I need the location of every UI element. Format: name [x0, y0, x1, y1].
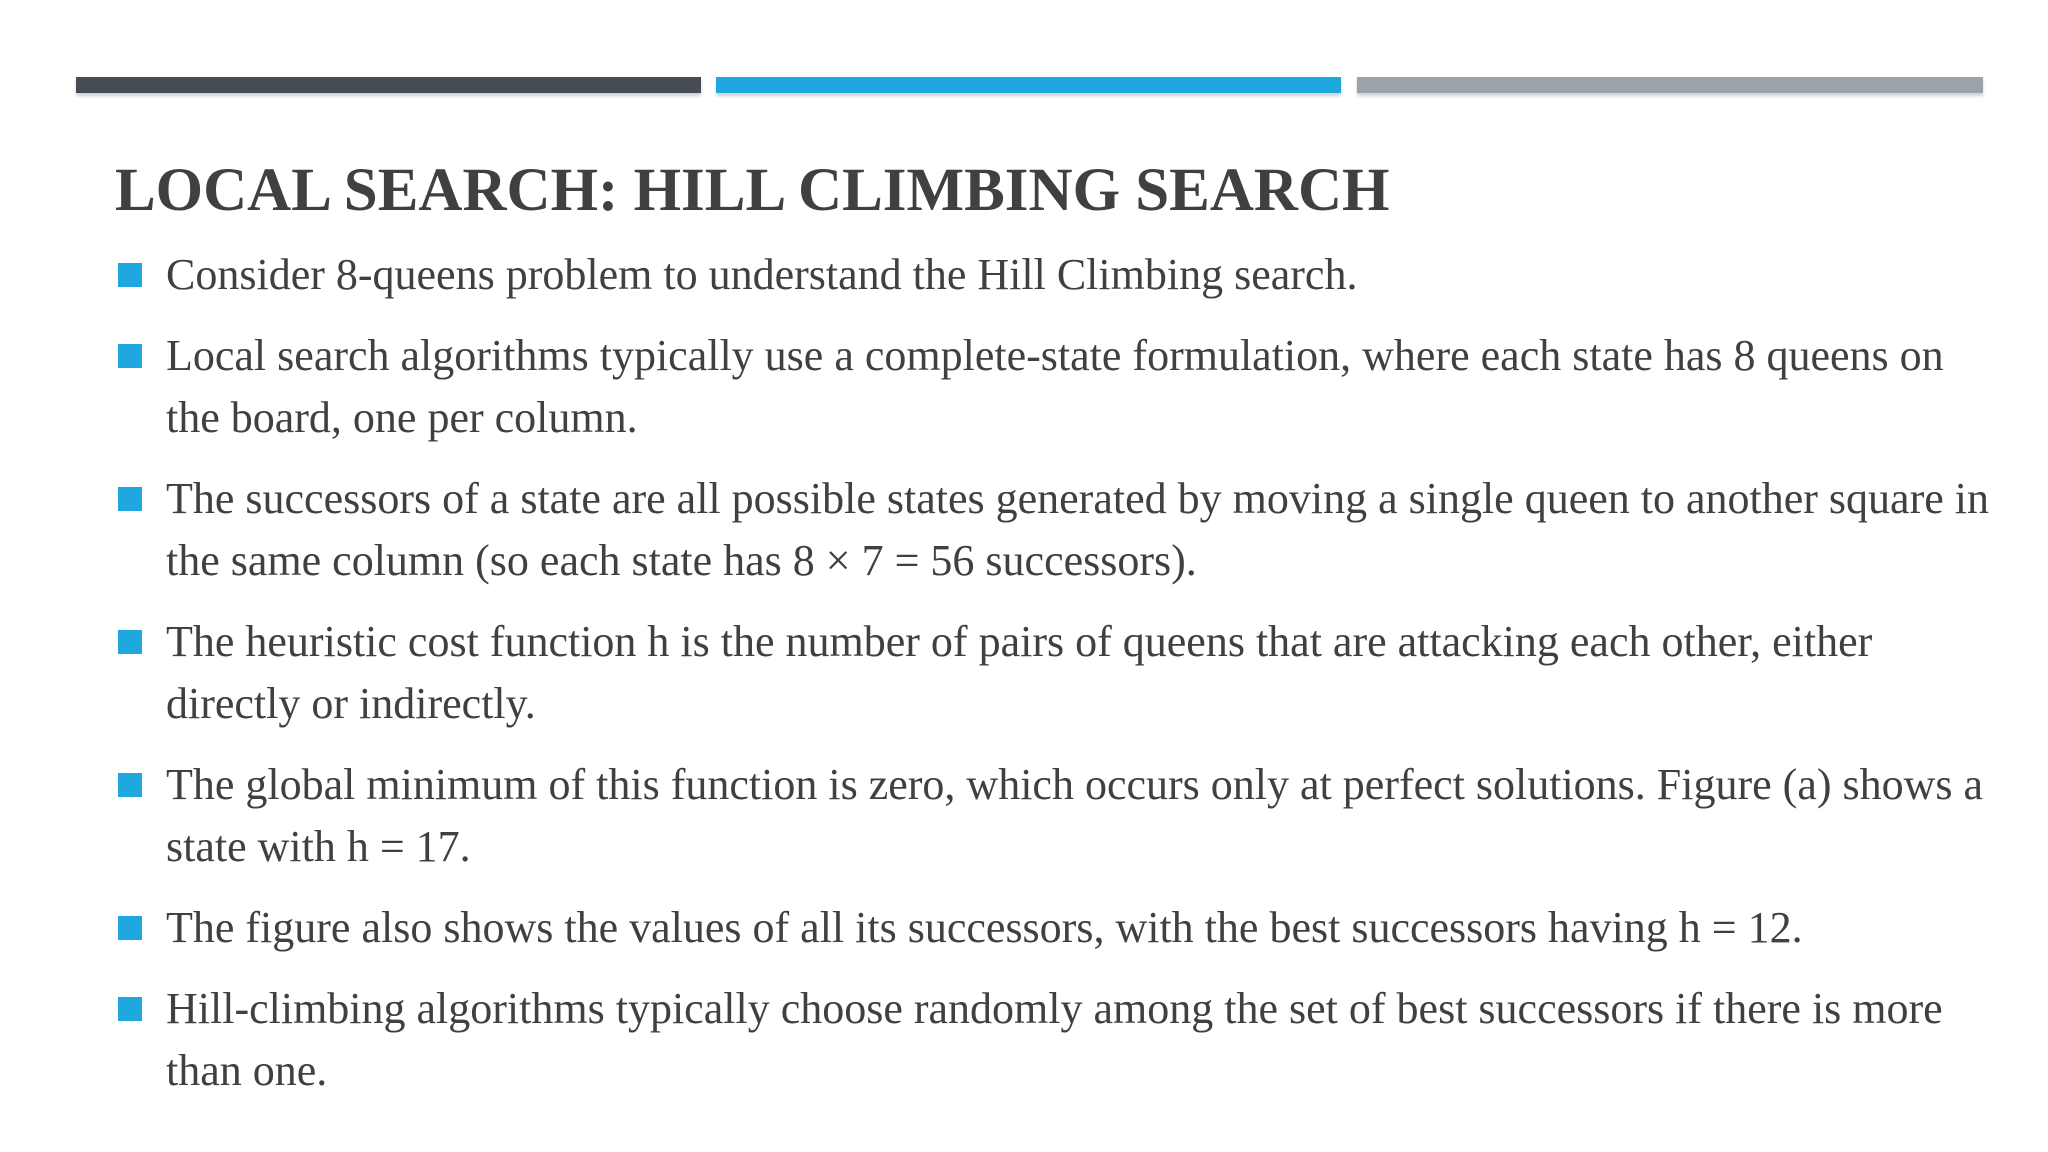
bullet-list — [118, 244, 1998, 1121]
bullet-item — [118, 897, 1998, 959]
decorative-bar-gray — [1357, 77, 1983, 93]
bullet-text: Hill-climbing algorithms typically choose randomly among the set of best successors if there is more than one. — [166, 984, 1943, 1095]
square-bullet-icon — [118, 630, 142, 654]
bullet-item — [118, 244, 1998, 306]
bullet-text: The global minimum of this function is zero, which occurs only at perfect solutions. Figure (a) shows a state with h = 17. — [166, 760, 1984, 871]
square-bullet-icon — [118, 997, 142, 1021]
bullet-text: The figure also shows the values of all its successors, with the best successors having h = 12. — [166, 903, 1803, 952]
square-bullet-icon — [118, 344, 142, 368]
square-bullet-icon — [118, 773, 142, 797]
bullet-item — [118, 468, 1998, 592]
bullet-item — [118, 611, 1998, 735]
bullet-text: Local search algorithms typically use a complete-state formulation, where each state has 8 queens on the board, one per column. — [166, 331, 1944, 442]
bullet-item — [118, 754, 1998, 878]
square-bullet-icon — [118, 487, 142, 511]
slide-title: LOCAL SEARCH: HILL CLIMBING SEARCH — [115, 157, 1390, 224]
square-bullet-icon — [118, 263, 142, 287]
bullet-item — [118, 325, 1998, 449]
decorative-bar-dark — [76, 77, 701, 93]
bullet-item — [118, 978, 1998, 1102]
square-bullet-icon — [118, 916, 142, 940]
decorative-bar-blue — [716, 77, 1341, 93]
bullet-text: The successors of a state are all possible states generated by moving a single queen to another square in the same column (so each state has 8 × 7 = 56 successors). — [166, 474, 1989, 585]
bullet-text: The heuristic cost function h is the number of pairs of queens that are attacking each other, either directly or indirectly. — [166, 617, 1873, 728]
bullet-text: Consider 8-queens problem to understand the Hill Climbing search. — [166, 250, 1358, 299]
